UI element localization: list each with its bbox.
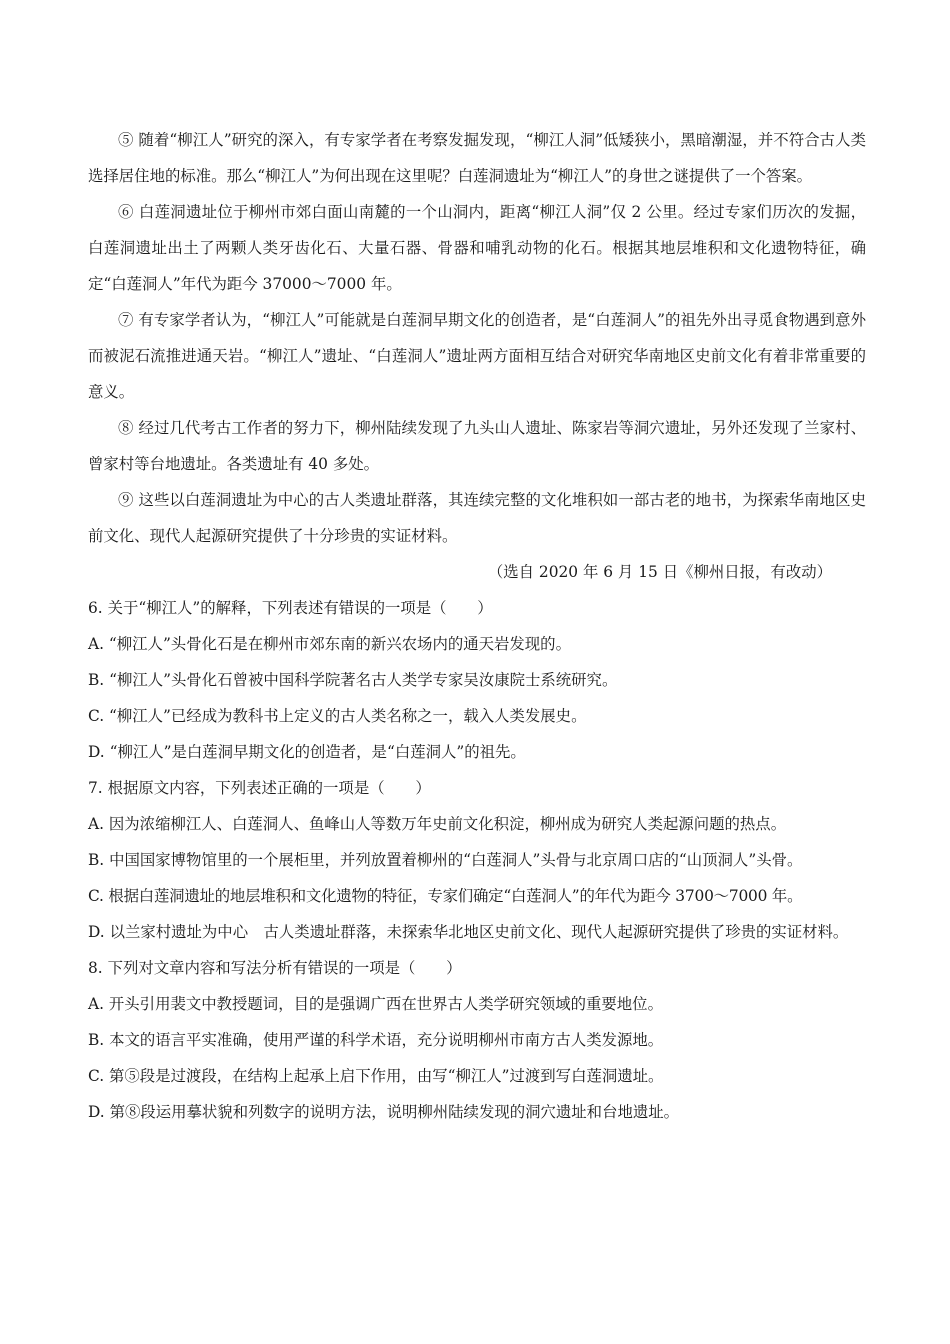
question-stem: 8. 下列对文章内容和写法分析有错误的一项是（ ） <box>88 959 462 977</box>
paragraph-5: ⑤ 随着“柳江人”研究的深入，有专家学者在考察发掘发现，“柳江人洞”低矮狭小，黑暗潮湿，并不符合古人类选择居住地的标准。那么“柳江人”为何出现在这里呢？白莲洞遗址为“柳江人”的身世之谜提供了一个答案。 <box>88 131 866 185</box>
paragraph-8: ⑧ 经过几代考古工作者的努力下，柳州陆续发现了九头山人遗址、陈家岩等洞穴遗址，另外还发现了兰家村、曾家村等台地遗址。各类遗址有 40 多处。 <box>88 419 866 473</box>
option-a: A. 开头引用裴文中教授题词，目的是强调广西在世界古人类学研究领域的重要地位。 <box>88 995 663 1013</box>
option-b: B. “柳江人”头骨化石曾被中国科学院著名古人类学专家吴汝康院士系统研究。 <box>88 671 618 689</box>
option-c: C. 第⑤段是过渡段，在结构上起承上启下作用，由写“柳江人”过渡到写白莲洞遗址。 <box>88 1067 664 1085</box>
option-b: B. 中国国家博物馆里的一个展柜里，并列放置着柳州的“白莲洞人”头骨与北京周口店的“山顶洞人”头骨。 <box>88 851 803 869</box>
question-stem: 7. 根据原文内容，下列表述正确的一项是（ ） <box>88 779 431 797</box>
document-page <box>88 122 866 1130</box>
question-8 <box>88 950 866 1130</box>
option-d: D. “柳江人”是白莲洞早期文化的创造者，是“白莲洞人”的祖先。 <box>88 743 526 761</box>
option-d: D. 以兰家村遗址为中心 古人类遗址群落，未探索华北地区史前文化、现代人起源研究提供了珍贵的实证材料。 <box>88 923 849 941</box>
paragraph-9: ⑨ 这些以白莲洞遗址为中心的古人类遗址群落，其连续完整的文化堆积如一部古老的地书，为探索华南地区史前文化、现代人起源研究提供了十分珍贵的实证材料。 <box>88 491 866 545</box>
option-a: A. 因为浓缩柳江人、白莲洞人、鱼峰山人等数万年史前文化积淀，柳州成为研究人类起源问题的热点。 <box>88 815 787 833</box>
option-c: C. “柳江人”已经成为教科书上定义的古人类名称之一，载入人类发展史。 <box>88 707 587 725</box>
source-citation: （选自 2020 年 6 月 15 日《柳州日报，有改动） <box>487 563 832 581</box>
option-c: C. 根据白莲洞遗址的地层堆积和文化遗物的特征，专家们确定“白莲洞人”的年代为距今 3700～7000 年。 <box>88 887 803 905</box>
paragraph-6: ⑥ 白莲洞遗址位于柳州市郊白面山南麓的一个山洞内，距离“柳江人洞”仅 2 公里。经过专家们历次的发掘，白莲洞遗址出土了两颗人类牙齿化石、大量石器、骨器和哺乳动物的化石。根据其地层堆积和文化遗物特征，确定“白莲洞人”年代为距今 37000～7000 年。 <box>88 203 866 293</box>
question-7 <box>88 770 866 950</box>
question-6 <box>88 590 866 770</box>
option-b: B. 本文的语言平实准确，使用严谨的科学术语，充分说明柳州市南方古人类发源地。 <box>88 1031 664 1049</box>
question-stem: 6. 关于“柳江人”的解释，下列表述有错误的一项是（ ） <box>88 599 493 617</box>
paragraph-7: ⑦ 有专家学者认为，“柳江人”可能就是白莲洞早期文化的创造者，是“白莲洞人”的祖先外出寻觅食物遇到意外而被泥石流推进通天岩。“柳江人”遗址、“白莲洞人”遗址两方面相互结合对研究华南地区史前文化有着非常重要的意义。 <box>88 311 866 401</box>
option-a: A. “柳江人”头骨化石是在柳州市郊东南的新兴农场内的通天岩发现的。 <box>88 635 571 653</box>
option-d: D. 第⑧段运用摹状貌和列数字的说明方法，说明柳州陆续发现的洞穴遗址和台地遗址。 <box>88 1103 680 1121</box>
